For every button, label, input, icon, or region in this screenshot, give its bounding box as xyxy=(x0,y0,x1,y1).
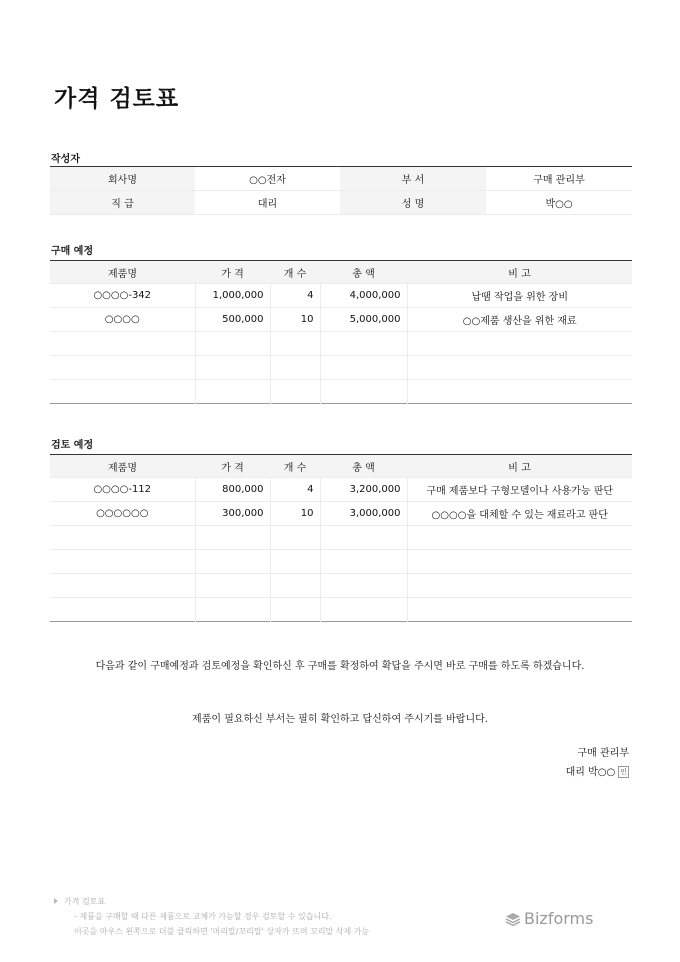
position-value: 대리 xyxy=(195,191,340,215)
price-cell: 500,000 xyxy=(195,308,270,332)
header-product: 제품명 xyxy=(50,455,195,478)
review-section-label: 검토 예정 xyxy=(51,440,94,451)
purchase-section-label: 구매 예정 xyxy=(51,246,94,257)
footer-line-2: 이곳을 마우스 왼쪽으로 더블 클릭하면 '머리말/꼬리말' 상자가 뜨며 꼬리말 삭제 가능 xyxy=(74,927,370,936)
author-section-label: 작성자 xyxy=(51,154,80,165)
product-cell: ○○○○ xyxy=(50,308,195,332)
table-row xyxy=(50,550,632,574)
author-table xyxy=(50,166,632,215)
purchase-header-row xyxy=(50,261,632,284)
brand-name: Bizforms xyxy=(524,909,594,928)
note-cell: 구매 제품보다 구형모델이나 사용가능 판단 xyxy=(407,478,632,502)
product-cell: ○○○○○○ xyxy=(50,502,195,526)
purchase-table xyxy=(50,260,632,404)
table-row xyxy=(50,284,632,308)
note-cell: 납땜 작업을 위한 장비 xyxy=(407,284,632,308)
seal-mark: 인 xyxy=(620,768,627,776)
department-value: 구매 관리부 xyxy=(486,167,632,191)
company-value: ○○전자 xyxy=(195,167,340,191)
table-row xyxy=(50,356,632,380)
signature-name: 대리 박○○ xyxy=(565,767,616,778)
brand-logo xyxy=(505,909,593,931)
quantity-cell: 4 xyxy=(270,478,320,502)
header-quantity: 개 수 xyxy=(270,455,320,478)
review-table xyxy=(50,454,632,622)
header-total: 총 액 xyxy=(320,455,407,478)
department-label: 부 서 xyxy=(340,167,486,191)
table-row xyxy=(50,526,632,550)
header-product: 제품명 xyxy=(50,261,195,284)
total-cell: 5,000,000 xyxy=(320,308,407,332)
document-title: 가격 검토표 xyxy=(54,86,180,112)
total-cell: 3,000,000 xyxy=(320,502,407,526)
layers-icon xyxy=(505,911,521,931)
name-value: 박○○ xyxy=(486,191,632,215)
signature-block xyxy=(566,763,629,778)
quantity-cell: 10 xyxy=(270,308,320,332)
table-row xyxy=(50,598,632,622)
signature-department: 구매 관리부 xyxy=(577,748,629,759)
footer-title-line[interactable] xyxy=(54,896,105,907)
table-row xyxy=(50,332,632,356)
quantity-cell: 4 xyxy=(270,284,320,308)
note-cell: ○○○○을 대체할 수 있는 재료라고 판단 xyxy=(407,502,632,526)
table-row xyxy=(50,478,632,502)
header-note: 비 고 xyxy=(407,455,632,478)
review-header-row xyxy=(50,455,632,478)
table-row xyxy=(50,574,632,598)
company-label: 회사명 xyxy=(50,167,195,191)
header-total: 총 액 xyxy=(320,261,407,284)
footer-title: 가격 검토표 xyxy=(64,897,106,906)
total-cell: 3,200,000 xyxy=(320,478,407,502)
header-price: 가 격 xyxy=(195,261,270,284)
quantity-cell: 10 xyxy=(270,502,320,526)
author-row xyxy=(50,167,632,191)
header-quantity: 개 수 xyxy=(270,261,320,284)
footer-line-1: - 제품을 구매할 때 다른 제품으로 교체가 가능할 경우 검토할 수 있습니다. xyxy=(74,912,332,921)
product-cell: ○○○○-112 xyxy=(50,478,195,502)
position-label: 직 급 xyxy=(50,191,195,215)
product-cell: ○○○○-342 xyxy=(50,284,195,308)
price-cell: 300,000 xyxy=(195,502,270,526)
table-row xyxy=(50,308,632,332)
author-row xyxy=(50,191,632,215)
note-cell: ○○제품 생산을 위한 재료 xyxy=(407,308,632,332)
table-row xyxy=(50,380,632,404)
body-paragraph-2: 제품이 필요하신 부서는 필히 확인하고 답신하여 주시기를 바랍니다. xyxy=(192,714,488,725)
bullet-icon xyxy=(54,898,58,904)
name-label: 성 명 xyxy=(340,191,486,215)
header-note: 비 고 xyxy=(407,261,632,284)
price-cell: 800,000 xyxy=(195,478,270,502)
total-cell: 4,000,000 xyxy=(320,284,407,308)
body-paragraph-1: 다음과 같이 구매예정과 검토예정을 확인하신 후 구매를 확정하여 확답을 주시면 바로 구매를 하도록 하겠습니다. xyxy=(95,661,585,672)
price-cell: 1,000,000 xyxy=(195,284,270,308)
table-row xyxy=(50,502,632,526)
header-price: 가 격 xyxy=(195,455,270,478)
